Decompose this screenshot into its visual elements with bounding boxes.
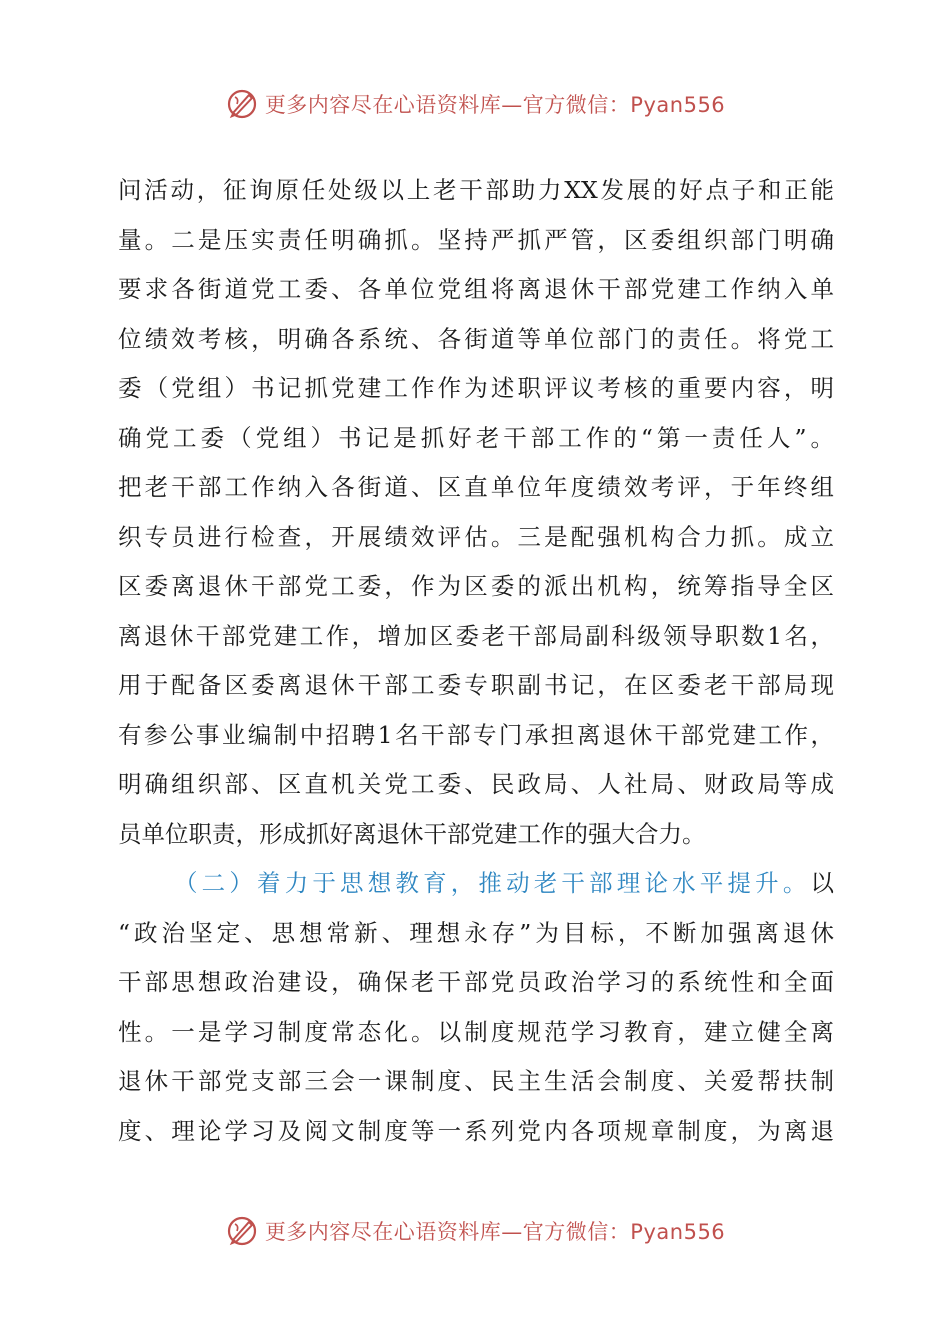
- paragraph-line: 把老干部工作纳入各街道、区直单位年度绩效考评，于年终组: [118, 473, 834, 501]
- header-watermark-text: 更多内容尽在心语资料库—官方微信：Pyan556: [264, 93, 726, 117]
- section-heading: （二）着力于思想教育，推动老干部理论水平提升。: [174, 869, 811, 897]
- paragraph-line: 量。二是压实责任明确抓。坚持严抓严管，区委组织部门明确: [118, 225, 834, 254]
- paragraph-line: 干部思想政治建设，确保老干部党员政治学习的系统性和全面: [118, 968, 834, 996]
- paragraph-line: “政治坚定、思想常新、理想永存”为目标，不断加强离退休: [118, 918, 834, 947]
- footer-watermark-banner: [0, 1211, 950, 1251]
- paragraph-line: 确党工委（党组）书记是抓好老干部工作的“第一责任人”。: [118, 423, 834, 452]
- paragraph-line: 位绩效考核，明确各系统、各街道等单位部门的责任。将党工: [118, 324, 834, 353]
- paragraph-line: 有参公事业编制中招聘1名干部专门承担离退休干部党建工作，: [118, 720, 834, 749]
- header-watermark-banner: [0, 84, 950, 124]
- paragraph-line: 区委离退休干部党工委，作为区委的派出机构，统筹指导全区: [118, 572, 834, 600]
- pen-logo-icon: [225, 1214, 259, 1248]
- paragraph-line: 织专员进行检查，开展绩效评估。三是配强机构合力抓。成立: [118, 522, 834, 551]
- section-heading-tail: 以: [810, 869, 834, 897]
- paragraph-line: 问活动，征询原任处级以上老干部助力XX发展的好点子和正能: [118, 176, 834, 204]
- pen-logo-icon: [225, 87, 259, 121]
- footer-watermark-text: 更多内容尽在心语资料库—官方微信：Pyan556: [264, 1220, 726, 1244]
- section-heading-line: [118, 859, 834, 909]
- paragraph-line: 性。一是学习制度常态化。以制度规范学习教育，建立健全离: [118, 1017, 834, 1046]
- document-body: [118, 166, 834, 1156]
- paragraph-line: 员单位职责，形成抓好离退休干部党建工作的强大合力。: [118, 819, 706, 848]
- paragraph-line: 离退休干部党建工作，增加区委老干部局副科级领导职数1名，: [118, 621, 834, 650]
- paragraph-line: 委（党组）书记抓党建工作作为述职评议考核的重要内容，明: [118, 374, 834, 402]
- paragraph-line: 退休干部党支部三会一课制度、民主生活会制度、关爱帮扶制: [118, 1067, 834, 1095]
- paragraph-line: 用于配备区委离退休干部工委专职副书记，在区委老干部局现: [118, 671, 834, 699]
- paragraph-line: 明确组织部、区直机关党工委、民政局、人社局、财政局等成: [118, 770, 834, 798]
- paragraph-line: 要求各街道党工委、各单位党组将离退休干部党建工作纳入单: [118, 275, 834, 303]
- paragraph-line: 度、理论学习及阅文制度等一系列党内各项规章制度，为离退: [118, 1116, 834, 1145]
